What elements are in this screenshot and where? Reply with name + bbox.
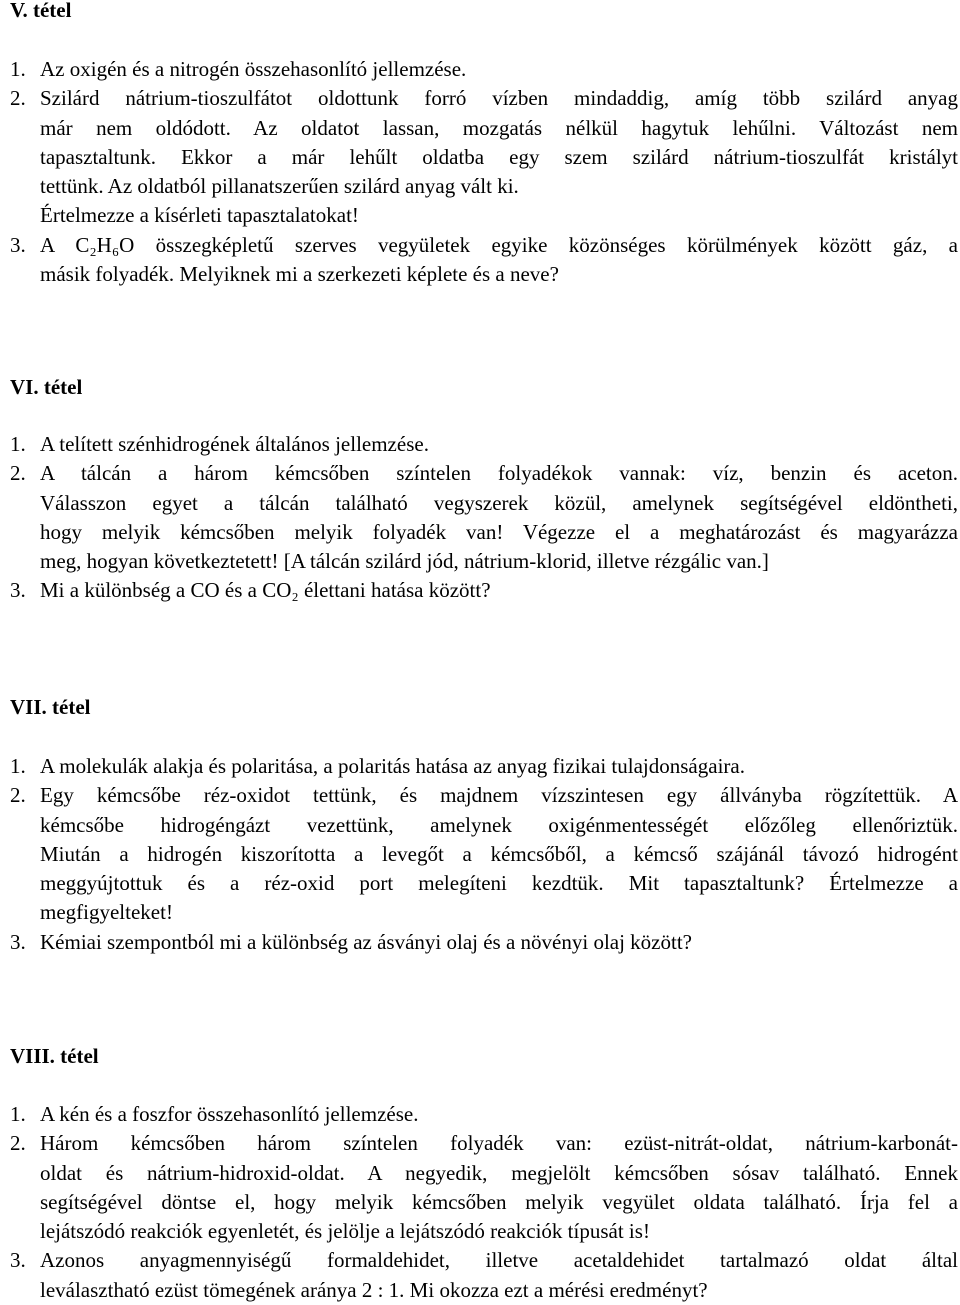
item-text: A kén és a foszfor összehasonlító jellemzése. bbox=[40, 1102, 419, 1126]
section-title: V. tétel bbox=[10, 0, 72, 22]
section-title: VII. tétel bbox=[10, 695, 91, 719]
item-text: Három kémcsőben három színtelen folyadék van: ezüst-nitrát-oldat, nátrium-karbonát- bbox=[40, 1131, 958, 1156]
item-number: 2. bbox=[10, 1131, 26, 1156]
item-text: A tálcán a három kémcsőben színtelen folyadékok vannak: víz, benzin és aceton. bbox=[40, 461, 958, 486]
item-text: hogy melyik kémcsőben melyik folyadék van! Végezze el a meghatározást és magyarázza bbox=[40, 519, 958, 544]
item-text: tettünk. Az oldatból pillanatszerűen szilárd anyag vált ki. bbox=[40, 174, 519, 199]
item-text: megfigyelteket! bbox=[40, 900, 173, 925]
item-text: Válasszon egyet a tálcán található vegyszerek közül, amelynek segítségével eldöntheti, bbox=[40, 490, 958, 515]
section-title: VI. tétel bbox=[10, 375, 83, 399]
item-text: Szilárd nátrium-tioszulfátot oldottunk forró vízben mindaddig, amíg több szilárd anyag bbox=[40, 86, 958, 111]
item-text: Egy kémcsőbe réz-oxidot tettünk, és majdnem vízszintesen egy állványba rögzítettük. A bbox=[40, 783, 958, 808]
item-text: oldat és nátrium-hidroxid-oldat. A negyedik, megjelölt kémcsőben sósav található. Ennek bbox=[40, 1160, 958, 1185]
item-number: 3. bbox=[10, 1248, 26, 1273]
item-number: 1. bbox=[10, 1102, 26, 1126]
section-v-items bbox=[10, 55, 958, 289]
item-text: másik folyadék. Melyiknek mi a szerkezeti képlete és a neve? bbox=[40, 262, 559, 287]
list-item bbox=[10, 430, 958, 459]
list-item bbox=[10, 231, 958, 290]
list-item bbox=[10, 1246, 958, 1305]
list-item bbox=[10, 1100, 958, 1129]
list-item bbox=[10, 1129, 958, 1246]
list-item bbox=[10, 928, 958, 957]
item-number: 1. bbox=[10, 432, 26, 456]
item-number: 3. bbox=[10, 232, 26, 257]
item-text: meggyújtottuk és a réz-oxid port melegíteni kezdtük. Mit tapasztaltunk? Értelmezze a bbox=[40, 871, 958, 896]
item-text: már nem oldódott. Az oldatot lassan, mozgatás nélkül hagytuk lehűlni. Változást nem bbox=[40, 115, 958, 140]
item-text: Az oxigén és a nitrogén összehasonlító jellemzése. bbox=[40, 57, 467, 81]
item-number: 1. bbox=[10, 57, 26, 81]
item-text: A C₂H₆O összegképletű szerves vegyületek egyike közönséges körülmények között gáz, a bbox=[40, 232, 958, 257]
item-text: lejátszódó reakciók egyenletét, és jelölje a lejátszódó reakciók típusát is! bbox=[40, 1219, 650, 1244]
list-item bbox=[10, 576, 958, 605]
list-item bbox=[10, 84, 958, 230]
section-viii bbox=[10, 1042, 958, 1071]
item-text: Mi a különbség a CO és a CO₂ élettani hatása között? bbox=[40, 578, 491, 603]
item-text: Azonos anyagmennyiségű formaldehidet, illetve acetaldehidet tartalmazó oldat által bbox=[40, 1248, 958, 1273]
section-vii-items bbox=[10, 752, 958, 957]
item-text: leválasztható ezüst tömegének aránya 2 : 1. Mi okozza ezt a mérési eredményt? bbox=[40, 1277, 708, 1302]
item-number: 3. bbox=[10, 578, 26, 603]
item-text: meg, hogyan következtetett! [A tálcán szilárd jód, nátrium-klorid, illetve rézgálic van.] bbox=[40, 549, 769, 574]
section-title: VIII. tétel bbox=[10, 1044, 99, 1068]
item-text: Kémiai szempontból mi a különbség az ásványi olaj és a növényi olaj között? bbox=[40, 929, 692, 954]
item-text: segítségével döntse el, hogy melyik kémcsőben melyik vegyület oldata található. Írja fel a bbox=[40, 1189, 958, 1214]
list-item bbox=[10, 752, 958, 781]
item-number: 1. bbox=[10, 754, 26, 778]
list-item bbox=[10, 55, 958, 84]
item-text: Miután a hidrogén kiszorította a levegőt a kémcsőből, a kémcső szájánál távozó hidrogént bbox=[40, 841, 958, 866]
section-vi-items bbox=[10, 430, 958, 606]
list-item bbox=[10, 781, 958, 927]
list-item bbox=[10, 459, 958, 576]
item-text: tapasztaltunk. Ekkor a már lehűlt oldatba egy szem szilárd nátrium-tioszulfát kristályt bbox=[40, 144, 958, 169]
item-number: 2. bbox=[10, 461, 26, 486]
item-text: A telített szénhidrogének általános jellemzése. bbox=[40, 432, 429, 456]
item-number: 2. bbox=[10, 86, 26, 111]
section-viii-items bbox=[10, 1100, 958, 1305]
section-v bbox=[10, 0, 958, 25]
item-text: Értelmezze a kísérleti tapasztalatokat! bbox=[40, 203, 359, 228]
section-vii bbox=[10, 693, 958, 722]
item-text: kémcsőbe hidrogéngázt vezettünk, amelynek oxigénmentességét előzőleg ellenőriztük. bbox=[40, 812, 958, 837]
section-vi bbox=[10, 373, 958, 402]
item-number: 3. bbox=[10, 929, 26, 954]
item-number: 2. bbox=[10, 783, 26, 808]
item-text: A molekulák alakja és polaritása, a polaritás hatása az anyag fizikai tulajdonságaira. bbox=[40, 754, 745, 778]
